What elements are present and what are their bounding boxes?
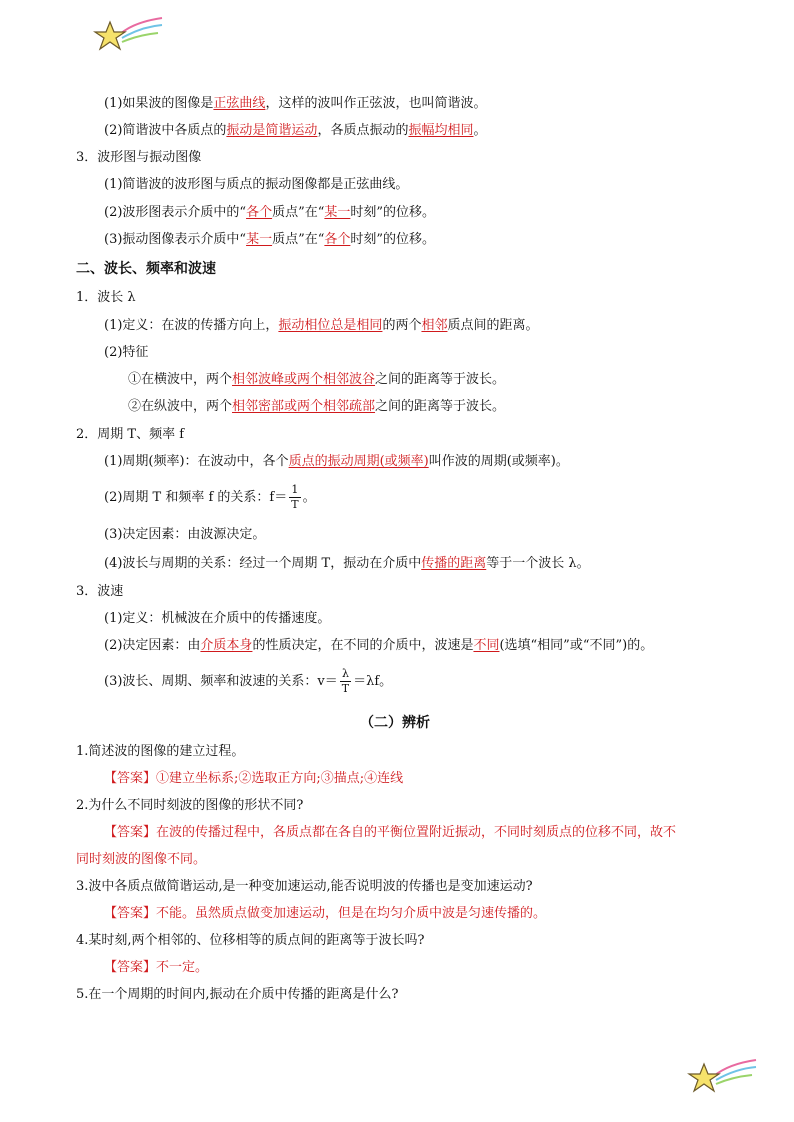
section-title-wavelength: 二、波长、频率和波速 xyxy=(76,261,216,277)
fill-blank: 某一 xyxy=(246,232,273,247)
fill-blank: 相邻 xyxy=(421,318,448,333)
text: 质点”在“ xyxy=(272,232,325,247)
text: (2)决定因素：由 xyxy=(104,638,201,653)
text: 之间的距离等于波长。 xyxy=(375,399,506,414)
item-waveform-2 xyxy=(104,203,435,223)
text: (1)如果波的图像是 xyxy=(104,96,214,111)
item-period-frequency xyxy=(104,481,316,515)
item-speed-definition: (1)定义：机械波在介质中的传播速度。 xyxy=(104,611,331,626)
fraction xyxy=(289,483,300,512)
question-4: 4.某时刻,两个相邻的、位移相等的质点间的距离等于波长吗? xyxy=(76,933,425,948)
section-title-analysis: （二）辨析 xyxy=(360,715,430,731)
item-period-definition xyxy=(104,452,569,472)
text: 。 xyxy=(473,123,487,138)
answer-label: 【答案】 xyxy=(104,771,157,786)
text: ＝λf。 xyxy=(353,674,393,689)
text: ①在横波中，两个 xyxy=(128,372,233,387)
answer-text: 不能。虽然质点做变加速运动，但是在均匀介质中波是匀速传播的。 xyxy=(156,906,547,921)
text: 时刻”的位移。 xyxy=(350,205,436,220)
fill-blank: 各个 xyxy=(324,232,351,247)
fill-blank: 某一 xyxy=(324,205,351,220)
denominator: T xyxy=(341,682,350,695)
fill-blank: 振动是简谐运动 xyxy=(226,123,318,138)
answer-label: 【答案】 xyxy=(104,960,157,975)
text: ，各质点振动的 xyxy=(317,123,409,138)
item-speed-factor xyxy=(104,636,653,656)
subheading-wavelength: 1．波长 λ xyxy=(76,290,136,305)
subheading-period: 2．周期 T、频率 f xyxy=(76,427,185,442)
item-longitudinal xyxy=(128,397,505,417)
answer-3 xyxy=(104,904,546,924)
text: (2)周期 T 和频率 f 的关系：f＝ xyxy=(104,490,288,505)
answer-text: 不一定。 xyxy=(156,960,209,975)
text: (选填“相同”或“不同”)的。 xyxy=(499,638,654,653)
fill-blank: 传播的距离 xyxy=(421,556,487,571)
item-harmonic-wave xyxy=(104,121,486,141)
text: (1)定义：在波的传播方向上， xyxy=(104,318,279,333)
answer-2 xyxy=(104,823,676,843)
answer-label: 【答案】 xyxy=(104,825,157,840)
fraction xyxy=(340,667,351,696)
fill-blank: 不同 xyxy=(473,638,500,653)
fill-blank: 振幅均相同 xyxy=(408,123,474,138)
item-speed-relation xyxy=(104,665,392,699)
answer-2-continued: 同时刻波的图像不同。 xyxy=(76,852,207,867)
item-wavelength-definition xyxy=(104,316,538,336)
question-5: 5.在一个周期的时间内,振动在介质中传播的距离是什么? xyxy=(76,987,399,1002)
item-transverse xyxy=(128,370,505,390)
fill-blank: 相邻密部或两个相邻疏部 xyxy=(232,399,376,414)
answer-text: 在波的传播过程中，各质点都在各自的平衡位置附近振动，不同时刻质点的位移不同，故不 xyxy=(156,825,677,840)
text: (2)简谐波中各质点的 xyxy=(104,123,227,138)
fill-blank: 正弦曲线 xyxy=(213,96,266,111)
text: (3)振动图像表示介质中“ xyxy=(104,232,247,247)
answer-text: ①建立坐标系;②选取正方向;③描点;④连线 xyxy=(156,771,404,786)
question-3: 3.波中各质点做简谐运动,是一种变加速运动,能否说明波的传播也是变加速运动? xyxy=(76,879,533,894)
text: (3)波长、周期、频率和波速的关系：v＝ xyxy=(104,674,338,689)
text: (1)周期(频率)：在波动中，各个 xyxy=(104,454,289,469)
item-waveform-3 xyxy=(104,230,435,250)
text: ②在纵波中，两个 xyxy=(128,399,233,414)
text: 质点”在“ xyxy=(272,205,325,220)
text: ，这样的波叫作正弦波，也叫简谐波。 xyxy=(265,96,487,111)
numerator: λ xyxy=(340,667,351,682)
answer-1 xyxy=(104,769,403,789)
answer-label: 【答案】 xyxy=(104,906,157,921)
text: 的性质决定，在不同的介质中，波速是 xyxy=(252,638,474,653)
subheading-wave-speed: 3．波速 xyxy=(76,584,124,599)
item-wavelength-feature: (2)特征 xyxy=(104,345,149,360)
shooting-star-icon xyxy=(686,1056,758,1100)
fill-blank: 质点的振动周期(或频率) xyxy=(288,454,429,469)
question-1: 1.简述波的图像的建立过程。 xyxy=(76,744,245,759)
fill-blank: 介质本身 xyxy=(200,638,253,653)
text: 时刻”的位移。 xyxy=(350,232,436,247)
fill-blank: 相邻波峰或两个相邻波谷 xyxy=(232,372,376,387)
item-period-factor: (3)决定因素：由波源决定。 xyxy=(104,527,266,542)
text: 质点间的距离。 xyxy=(447,318,539,333)
text: (4)波长与周期的关系：经过一个周期 T，振动在介质中 xyxy=(104,556,422,571)
text: 。 xyxy=(302,490,316,505)
text: 的两个 xyxy=(382,318,422,333)
text: 等于一个波长 λ。 xyxy=(486,556,590,571)
fill-blank: 各个 xyxy=(246,205,273,220)
fill-blank: 振动相位总是相同 xyxy=(278,318,383,333)
numerator: 1 xyxy=(289,483,300,498)
answer-4 xyxy=(104,958,208,978)
text: 之间的距离等于波长。 xyxy=(375,372,506,387)
text: (2)波形图表示介质中的“ xyxy=(104,205,247,220)
text: 叫作波的周期(或频率)。 xyxy=(428,454,569,469)
question-2: 2.为什么不同时刻波的图像的形状不同? xyxy=(76,798,304,813)
shooting-star-icon xyxy=(92,14,164,58)
item-waveform-1: (1)简谐波的波形图与质点的振动图像都是正弦曲线。 xyxy=(104,177,409,192)
denominator: T xyxy=(291,498,299,511)
item-sine-wave xyxy=(104,94,486,114)
subheading-waveform: 3．波形图与振动图像 xyxy=(76,150,202,165)
item-wavelength-period xyxy=(104,554,590,574)
